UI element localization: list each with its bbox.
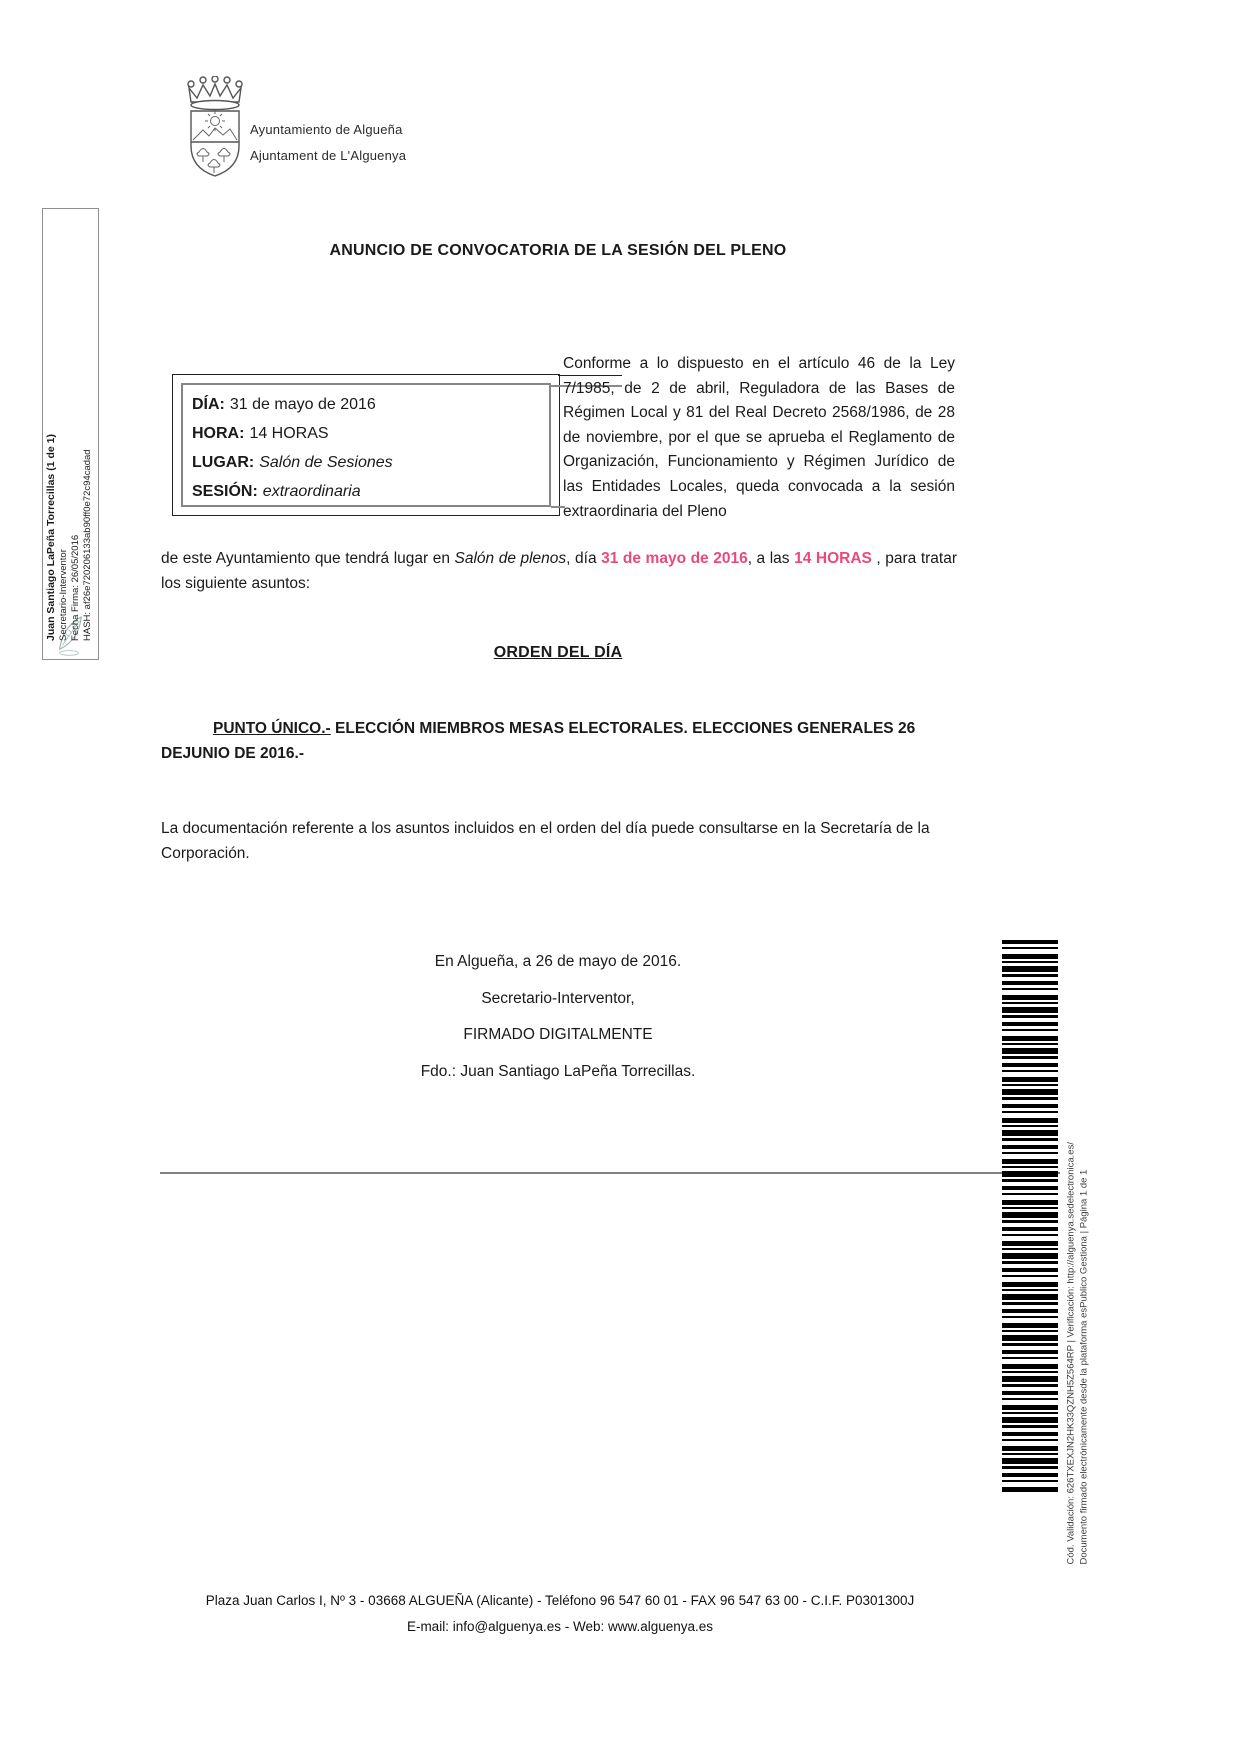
session-row-hora bbox=[192, 419, 549, 448]
dia-label: DÍA: bbox=[192, 396, 225, 413]
continuation-paragraph bbox=[161, 546, 957, 596]
page-title: ANUNCIO DE CONVOCATORIA DE LA SESIÓN DEL PLENO bbox=[329, 242, 787, 259]
barcode bbox=[1002, 940, 1058, 1492]
verification-line2: Documento firmado electrónicamente desde la plataforma esPublico Gestiona | Página 1 de 1 bbox=[1078, 1169, 1090, 1565]
org-name-spanish: Ayuntamiento de Algueña bbox=[250, 122, 403, 137]
signature-stamp-text bbox=[45, 281, 95, 641]
verification-sidebar bbox=[1065, 1020, 1091, 1565]
signature-signed-digitally: FIRMADO DIGITALMENTE bbox=[463, 1026, 653, 1043]
signature-role: Secretario-Interventor, bbox=[481, 989, 635, 1007]
continuation-mid2: , a las bbox=[747, 550, 795, 567]
continuation-suffix: , para tratar los siguiente asuntos: bbox=[161, 550, 958, 592]
dia-value: 31 de mayo de 2016 bbox=[229, 396, 376, 413]
lugar-label: LUGAR: bbox=[192, 454, 255, 471]
continuation-mid: , día bbox=[566, 550, 602, 567]
footer-address-line: Plaza Juan Carlos I, Nº 3 - 03668 ALGUEÑA (Alicante) - Teléfono 96 547 60 01 - FAX 96 547 63 00 - C.I.F. P0301300J bbox=[205, 1593, 915, 1608]
signature-place-date: En Algueña, a 26 de mayo de 2016. bbox=[434, 953, 682, 970]
documentation-note: La documentación referente a los asuntos incluidos en el orden del día puede consultarse en la Secretaría de la Corporación. bbox=[161, 820, 930, 862]
orden-del-dia-heading: ORDEN DEL DÍA bbox=[493, 644, 623, 661]
punto-text: ELECCIÓN MIEMBROS MESAS ELECTORALES. ELECCIONES GENERALES 26 DEJUNIO DE 2016.- bbox=[161, 720, 916, 762]
sesion-value: extraordinaria bbox=[262, 483, 361, 500]
highlight-time: 14 HORAS bbox=[794, 550, 872, 567]
footer bbox=[110, 1588, 1010, 1640]
punto-unico-paragraph bbox=[161, 716, 961, 766]
sesion-label: SESIÓN: bbox=[192, 483, 258, 500]
signature-date: Fecha Firma: 26/05/2016 bbox=[70, 534, 81, 641]
hora-label: HORA: bbox=[192, 425, 245, 442]
hora-value: 14 HORAS bbox=[249, 425, 329, 442]
continuation-prefix: de este Ayuntamiento que tendrá lugar en bbox=[161, 550, 455, 567]
punto-label: PUNTO ÚNICO.- bbox=[213, 720, 331, 737]
org-name-valencian: Ajuntament de L'Alguenya bbox=[250, 148, 407, 163]
signer-name: Juan Santiago LaPeña Torrecillas (1 de 1) bbox=[45, 434, 57, 641]
signature-name: Fdo.: Juan Santiago LaPeña Torrecillas. bbox=[420, 1062, 696, 1080]
footer-contact-line: E-mail: info@alguenya.es - Web: www.alguenya.es bbox=[406, 1619, 714, 1634]
continuation-place: Salón de plenos bbox=[454, 550, 567, 567]
session-info-box bbox=[181, 383, 551, 507]
signature-hash: HASH: af26e720206133ab90ff0e72c94cadad bbox=[82, 449, 93, 641]
session-row-dia bbox=[192, 390, 549, 419]
footer-divider bbox=[160, 1172, 1060, 1174]
session-row-sesion bbox=[192, 477, 549, 506]
highlight-date: 31 de mayo de 2016 bbox=[601, 550, 748, 567]
coat-of-arms-icon bbox=[183, 76, 247, 185]
intro-paragraph: Conforme a lo dispuesto en el artículo 46 de la Ley 7/1985, de 2 de abril, Reguladora de las Bases de Régimen Local y 81 del Real Decreto 2568/1986, de 28 de noviembre, por el que se aprueba el Reglamento de Organización, Funcionamiento y Régimen Jurídico de las Entidades Locales, queda convocada a la sesión extraordinaria del Pleno bbox=[563, 355, 955, 520]
lugar-value: Salón de Sesiones bbox=[259, 454, 393, 471]
signer-role: Secretario-Interventor bbox=[58, 549, 69, 641]
session-row-lugar bbox=[192, 448, 549, 477]
verification-line1: Cód. Validación: 626TXEXJN2HK33QZNH5Z564RP | Verificación: http://alguenya.sedelectronica.es/ bbox=[1065, 1142, 1077, 1565]
signature-block bbox=[160, 944, 956, 1090]
